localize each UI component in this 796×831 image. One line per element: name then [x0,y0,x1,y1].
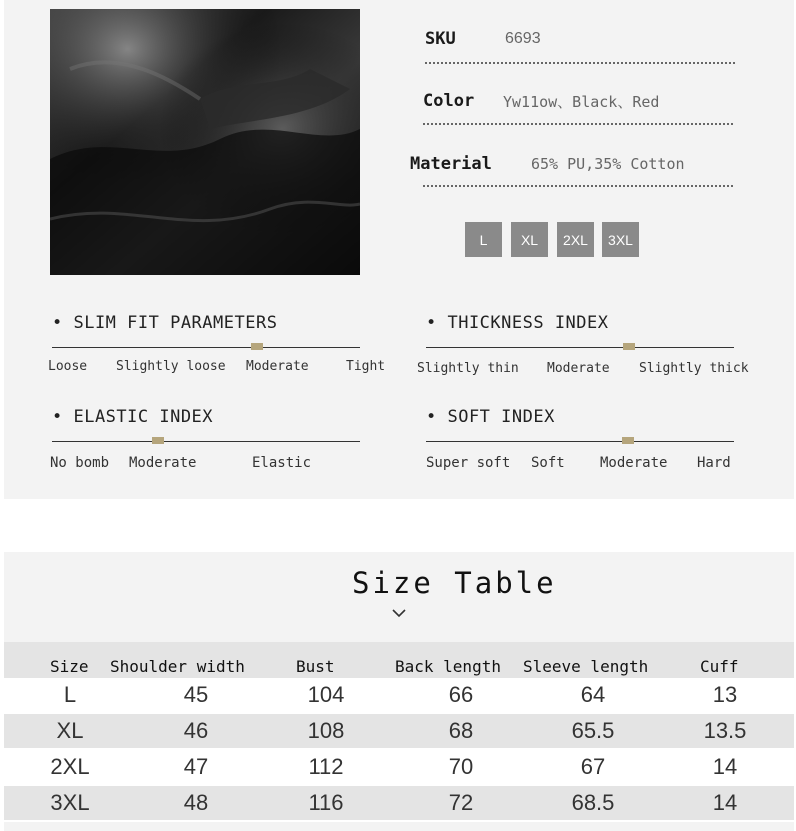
slim-fit-label-tight: Tight [346,359,386,374]
soft-label-moderate: Moderate [600,455,668,471]
cell-sleeve-length: 65.5 [571,718,615,743]
cell-back-length: 72 [448,790,474,815]
elastic-title: • ELASTIC INDEX [52,407,214,427]
cell-size: 3XL [50,790,90,815]
leather-texture-image [50,9,360,275]
material-divider [423,185,733,187]
cell-shoulder: 47 [183,754,209,779]
size-option-xl[interactable]: XL [511,222,548,257]
cell-cuff: 14 [712,790,738,815]
size-table-title: Size Table [352,566,557,600]
thickness-bar [426,347,734,348]
cell-cuff: 14 [712,754,738,779]
header-back-length: Back length [395,657,501,676]
color-divider [423,123,733,125]
sku-value: 6693 [505,30,541,47]
cell-back-length: 68 [448,718,474,743]
elastic-label-no-bomb: No bomb [50,455,110,471]
table-row [4,786,794,820]
elastic-bar [52,441,360,442]
size-option-2xl[interactable]: 2XL [557,222,594,257]
cell-bust: 112 [308,754,344,779]
cell-cuff: 13 [712,682,738,707]
thickness-title: • THICKNESS INDEX [426,313,609,333]
cell-size: XL [56,718,84,743]
thickness-label-slightly-thin: Slightly thin [417,361,519,376]
soft-bar [426,441,734,442]
slim-fit-label-loose: Loose [48,359,88,374]
cell-shoulder: 46 [183,718,209,743]
chevron-down-icon [391,604,407,616]
cell-back-length: 70 [448,754,474,779]
table-row [4,750,794,784]
cell-cuff: 13.5 [703,718,747,743]
elastic-label-moderate: Moderate [129,455,197,471]
soft-label-soft: Soft [531,455,565,471]
header-sleeve-length: Sleeve length [523,657,649,676]
soft-label-hard: Hard [697,455,731,471]
slim-fit-marker [251,343,263,350]
cell-sleeve-length: 67 [580,754,606,779]
soft-label-super-soft: Super soft [426,455,511,471]
header-bust: Bust [296,657,335,676]
size-option-l[interactable]: L [465,222,502,257]
cell-size: L [63,682,77,707]
slim-fit-label-slightly-loose: Slightly loose [116,359,226,374]
sku-label: SKU [425,29,456,49]
cell-bust: 108 [307,718,345,743]
color-label: Color [423,91,475,111]
cell-sleeve-length: 64 [580,682,606,707]
table-footer-strip [4,822,794,831]
cell-sleeve-length: 68.5 [571,790,615,815]
color-value: Yw11ow、Black、Red [503,93,660,111]
sku-divider [425,62,735,64]
thickness-marker [623,343,635,350]
material-value: 65% PU,35% Cotton [531,155,685,173]
cell-size: 2XL [50,754,90,779]
cell-shoulder: 48 [183,790,209,815]
cell-back-length: 66 [448,682,474,707]
table-row [4,678,794,712]
soft-marker [622,437,634,444]
product-photo [50,9,360,275]
soft-title: • SOFT INDEX [426,407,555,427]
cell-shoulder: 45 [183,682,209,707]
thickness-label-moderate: Moderate [547,361,610,376]
cell-bust: 116 [308,790,344,815]
table-row [4,714,794,748]
slim-fit-title: • SLIM FIT PARAMETERS [52,313,278,333]
header-cuff: Cuff [700,657,739,676]
cell-bust: 104 [307,682,345,707]
header-shoulder-width: Shoulder width [110,657,245,676]
header-size: Size [50,657,89,676]
elastic-label-elastic: Elastic [252,455,312,471]
thickness-label-slightly-thick: Slightly thick [639,361,749,376]
elastic-marker [152,437,164,444]
slim-fit-bar [52,347,360,348]
material-label: Material [410,154,492,174]
size-option-3xl[interactable]: 3XL [602,222,639,257]
slim-fit-label-moderate: Moderate [246,359,309,374]
